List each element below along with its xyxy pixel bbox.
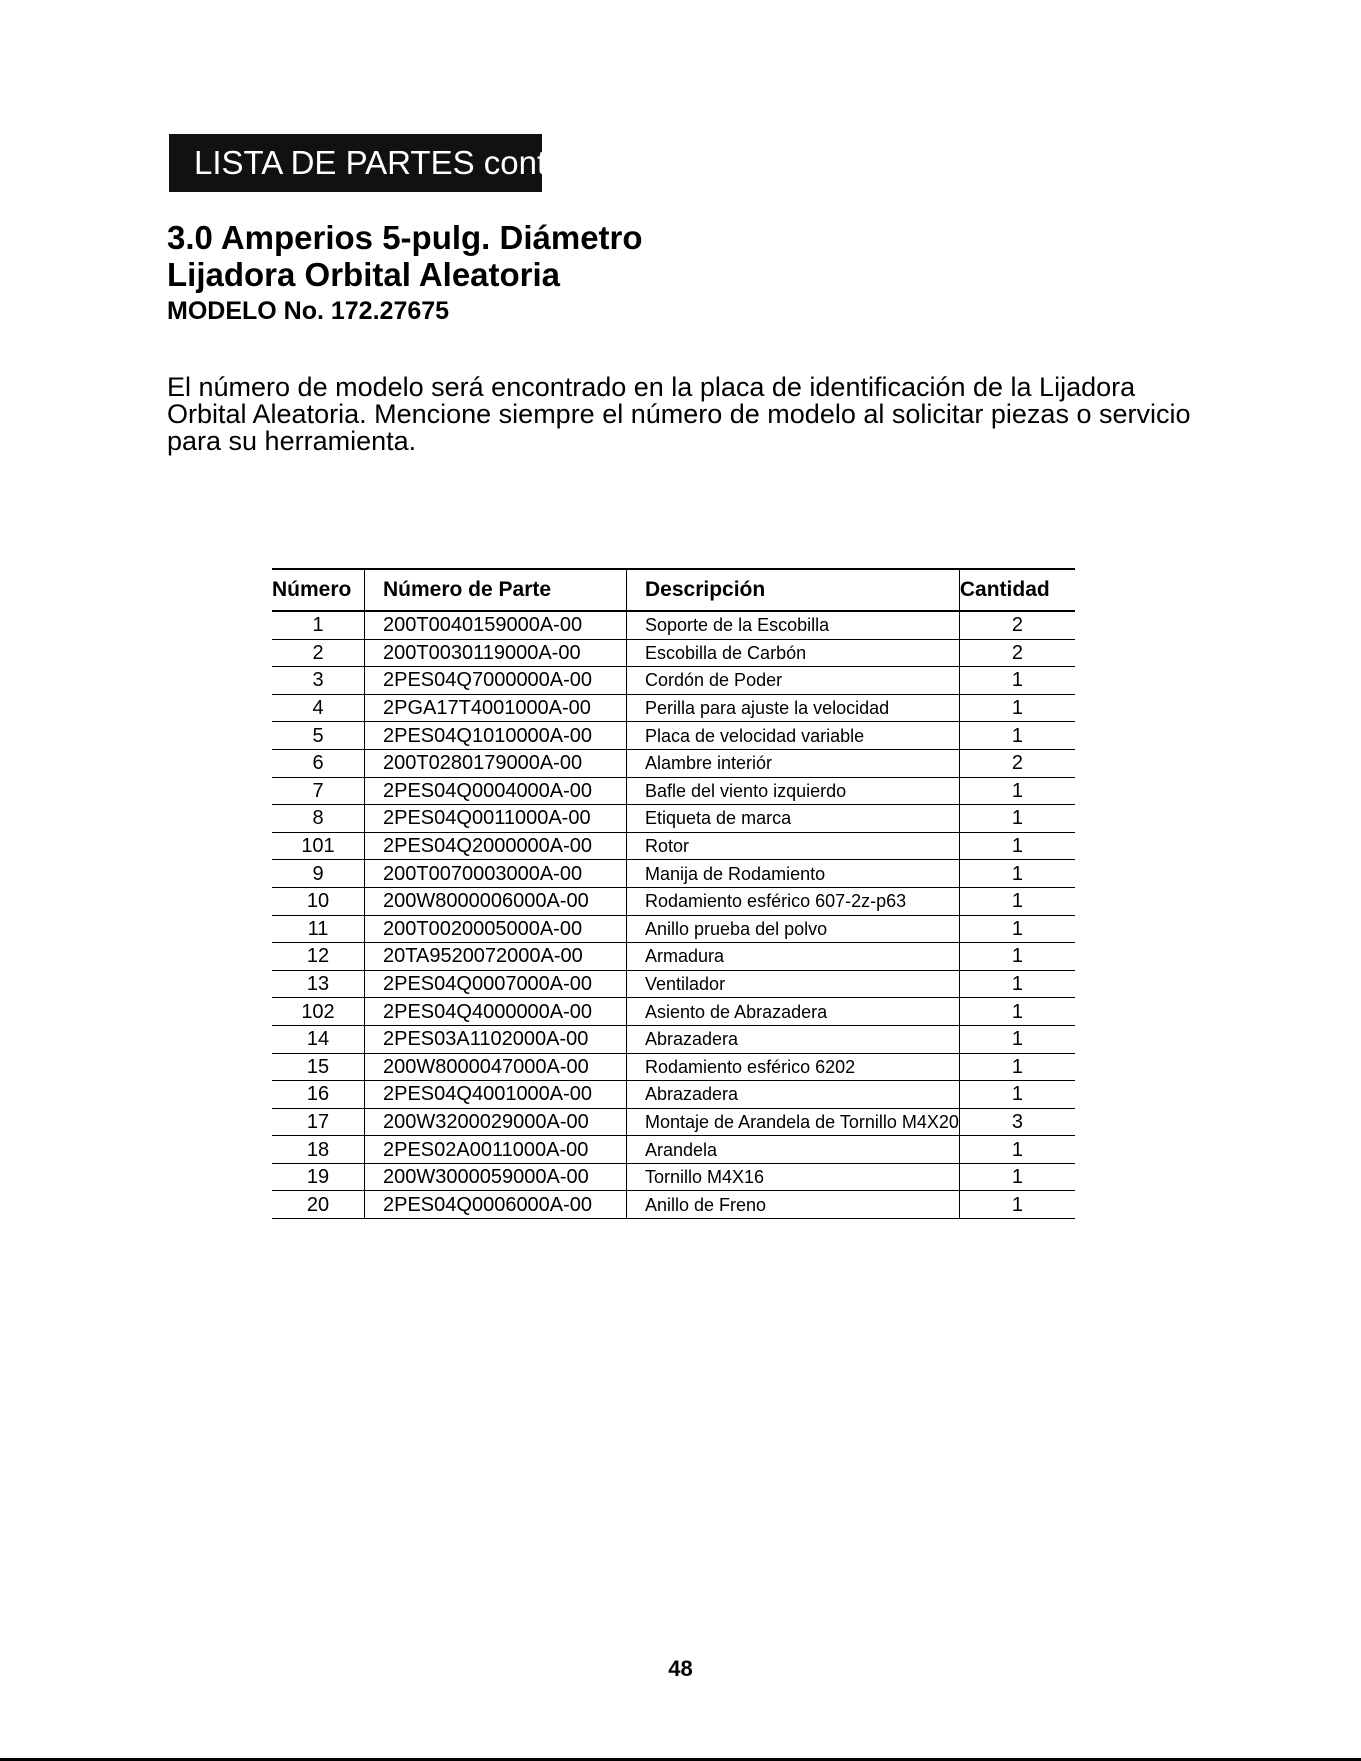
cell-quantity: 1 bbox=[959, 667, 1075, 695]
cell-quantity: 1 bbox=[959, 1081, 1075, 1109]
table-row bbox=[272, 749, 1075, 777]
table-row bbox=[272, 970, 1075, 998]
cell-quantity: 1 bbox=[959, 1191, 1075, 1219]
table-row bbox=[272, 777, 1075, 805]
cell-quantity: 3 bbox=[959, 1108, 1075, 1136]
table-row bbox=[272, 694, 1075, 722]
table-row bbox=[272, 915, 1075, 943]
cell-description: Rodamiento esférico 6202 bbox=[627, 1053, 960, 1081]
cell-numero: 2 bbox=[272, 639, 365, 667]
cell-part-number: 2PES04Q4000000A-00 bbox=[365, 998, 627, 1026]
cell-part-number: 2PGA17T4001000A-00 bbox=[365, 694, 627, 722]
cell-numero: 19 bbox=[272, 1163, 365, 1191]
table-row bbox=[272, 805, 1075, 833]
cell-part-number: 2PES04Q0006000A-00 bbox=[365, 1191, 627, 1219]
cell-description: Ventilador bbox=[627, 970, 960, 998]
cell-numero: 18 bbox=[272, 1136, 365, 1164]
cell-part-number: 2PES04Q7000000A-00 bbox=[365, 667, 627, 695]
cell-part-number: 2PES04Q0011000A-00 bbox=[365, 805, 627, 833]
cell-description: Rodamiento esférico 607-2z-p63 bbox=[627, 887, 960, 915]
cell-quantity: 1 bbox=[959, 722, 1075, 750]
table-row bbox=[272, 1053, 1075, 1081]
cell-part-number: 20TA9520072000A-00 bbox=[365, 943, 627, 971]
cell-description: Etiqueta de marca bbox=[627, 805, 960, 833]
product-title: 3.0 Amperios 5-pulg. Diámetro bbox=[167, 219, 643, 256]
table-row bbox=[272, 639, 1075, 667]
cell-part-number: 2PES04Q4001000A-00 bbox=[365, 1081, 627, 1109]
table-row bbox=[272, 832, 1075, 860]
cell-numero: 10 bbox=[272, 887, 365, 915]
cell-description: Perilla para ajuste la velocidad bbox=[627, 694, 960, 722]
section-banner: LISTA DE PARTES cont. bbox=[169, 134, 542, 192]
cell-quantity: 1 bbox=[959, 970, 1075, 998]
cell-part-number: 200T0020005000A-00 bbox=[365, 915, 627, 943]
cell-quantity: 1 bbox=[959, 832, 1075, 860]
cell-part-number: 2PES04Q0004000A-00 bbox=[365, 777, 627, 805]
cell-numero: 4 bbox=[272, 694, 365, 722]
cell-quantity: 1 bbox=[959, 1053, 1075, 1081]
product-subtitle: Lijadora Orbital Aleatoria bbox=[167, 256, 561, 293]
table-row bbox=[272, 1191, 1075, 1219]
cell-quantity: 1 bbox=[959, 805, 1075, 833]
table-row bbox=[272, 943, 1075, 971]
cell-part-number: 200T0030119000A-00 bbox=[365, 639, 627, 667]
parts-table bbox=[272, 568, 1075, 1219]
cell-numero: 11 bbox=[272, 915, 365, 943]
cell-part-number: 200T0070003000A-00 bbox=[365, 860, 627, 888]
cell-numero: 5 bbox=[272, 722, 365, 750]
cell-description: Rotor bbox=[627, 832, 960, 860]
cell-numero: 17 bbox=[272, 1108, 365, 1136]
cell-quantity: 2 bbox=[959, 611, 1075, 639]
table-row bbox=[272, 998, 1075, 1026]
cell-description: Escobilla de Carbón bbox=[627, 639, 960, 667]
page-number: 48 bbox=[668, 1656, 693, 1681]
cell-numero: 101 bbox=[272, 832, 365, 860]
header-numero-de-parte: Número de Parte bbox=[365, 569, 627, 611]
cell-numero: 3 bbox=[272, 667, 365, 695]
cell-numero: 7 bbox=[272, 777, 365, 805]
table-row bbox=[272, 860, 1075, 888]
cell-numero: 16 bbox=[272, 1081, 365, 1109]
table-row bbox=[272, 611, 1075, 639]
cell-quantity: 1 bbox=[959, 860, 1075, 888]
cell-quantity: 1 bbox=[959, 694, 1075, 722]
cell-quantity: 2 bbox=[959, 749, 1075, 777]
cell-description: Placa de velocidad variable bbox=[627, 722, 960, 750]
cell-quantity: 1 bbox=[959, 777, 1075, 805]
cell-numero: 8 bbox=[272, 805, 365, 833]
cell-part-number: 200W3000059000A-00 bbox=[365, 1163, 627, 1191]
model-number: MODELO No. 172.27675 bbox=[167, 297, 450, 325]
table-row bbox=[272, 1081, 1075, 1109]
cell-part-number: 200W8000047000A-00 bbox=[365, 1053, 627, 1081]
header-cantidad: Cantidad bbox=[959, 569, 1075, 611]
table-row bbox=[272, 1108, 1075, 1136]
cell-description: Soporte de la Escobilla bbox=[627, 611, 960, 639]
cell-description: Asiento de Abrazadera bbox=[627, 998, 960, 1026]
cell-part-number: 200W8000006000A-00 bbox=[365, 887, 627, 915]
header-descripcion: Descripción bbox=[627, 569, 960, 611]
cell-description: Tornillo M4X16 bbox=[627, 1163, 960, 1191]
cell-description: Anillo prueba del polvo bbox=[627, 915, 960, 943]
cell-description: Bafle del viento izquierdo bbox=[627, 777, 960, 805]
cell-description: Armadura bbox=[627, 943, 960, 971]
cell-numero: 15 bbox=[272, 1053, 365, 1081]
cell-part-number: 2PES02A0011000A-00 bbox=[365, 1136, 627, 1164]
cell-quantity: 2 bbox=[959, 639, 1075, 667]
cell-numero: 13 bbox=[272, 970, 365, 998]
cell-quantity: 1 bbox=[959, 943, 1075, 971]
cell-part-number: 200W3200029000A-00 bbox=[365, 1108, 627, 1136]
cell-description: Abrazadera bbox=[627, 1025, 960, 1053]
cell-quantity: 1 bbox=[959, 887, 1075, 915]
table-row bbox=[272, 722, 1075, 750]
cell-numero: 9 bbox=[272, 860, 365, 888]
cell-description: Arandela bbox=[627, 1136, 960, 1164]
cell-part-number: 2PES04Q1010000A-00 bbox=[365, 722, 627, 750]
cell-part-number: 2PES04Q2000000A-00 bbox=[365, 832, 627, 860]
cell-quantity: 1 bbox=[959, 1163, 1075, 1191]
cell-quantity: 1 bbox=[959, 1025, 1075, 1053]
cell-numero: 102 bbox=[272, 998, 365, 1026]
table-row bbox=[272, 1163, 1075, 1191]
parts-table-body bbox=[272, 611, 1075, 1219]
cell-description: Alambre interiór bbox=[627, 749, 960, 777]
cell-numero: 12 bbox=[272, 943, 365, 971]
cell-description: Manija de Rodamiento bbox=[627, 860, 960, 888]
header-numero: Número bbox=[272, 569, 365, 611]
table-row bbox=[272, 1025, 1075, 1053]
cell-part-number: 200T0280179000A-00 bbox=[365, 749, 627, 777]
cell-quantity: 1 bbox=[959, 915, 1075, 943]
cell-part-number: 2PES03A1102000A-00 bbox=[365, 1025, 627, 1053]
table-row bbox=[272, 1136, 1075, 1164]
cell-numero: 20 bbox=[272, 1191, 365, 1219]
table-header-row bbox=[272, 569, 1075, 611]
table-row bbox=[272, 887, 1075, 915]
table-row bbox=[272, 667, 1075, 695]
cell-part-number: 2PES04Q0007000A-00 bbox=[365, 970, 627, 998]
cell-quantity: 1 bbox=[959, 998, 1075, 1026]
cell-description: Montaje de Arandela de Tornillo M4X20 bbox=[627, 1108, 960, 1136]
cell-part-number: 200T0040159000A-00 bbox=[365, 611, 627, 639]
cell-numero: 1 bbox=[272, 611, 365, 639]
cell-description: Abrazadera bbox=[627, 1081, 960, 1109]
cell-numero: 14 bbox=[272, 1025, 365, 1053]
cell-numero: 6 bbox=[272, 749, 365, 777]
intro-paragraph: El número de modelo será encontrado en la placa de identificación de la Lijadora Orbital Aleatoria. Mencione siempre el número de modelo al solicitar piezas o servicio para su herramienta. bbox=[167, 372, 1191, 456]
cell-description: Cordón de Poder bbox=[627, 667, 960, 695]
cell-description: Anillo de Freno bbox=[627, 1191, 960, 1219]
cell-quantity: 1 bbox=[959, 1136, 1075, 1164]
